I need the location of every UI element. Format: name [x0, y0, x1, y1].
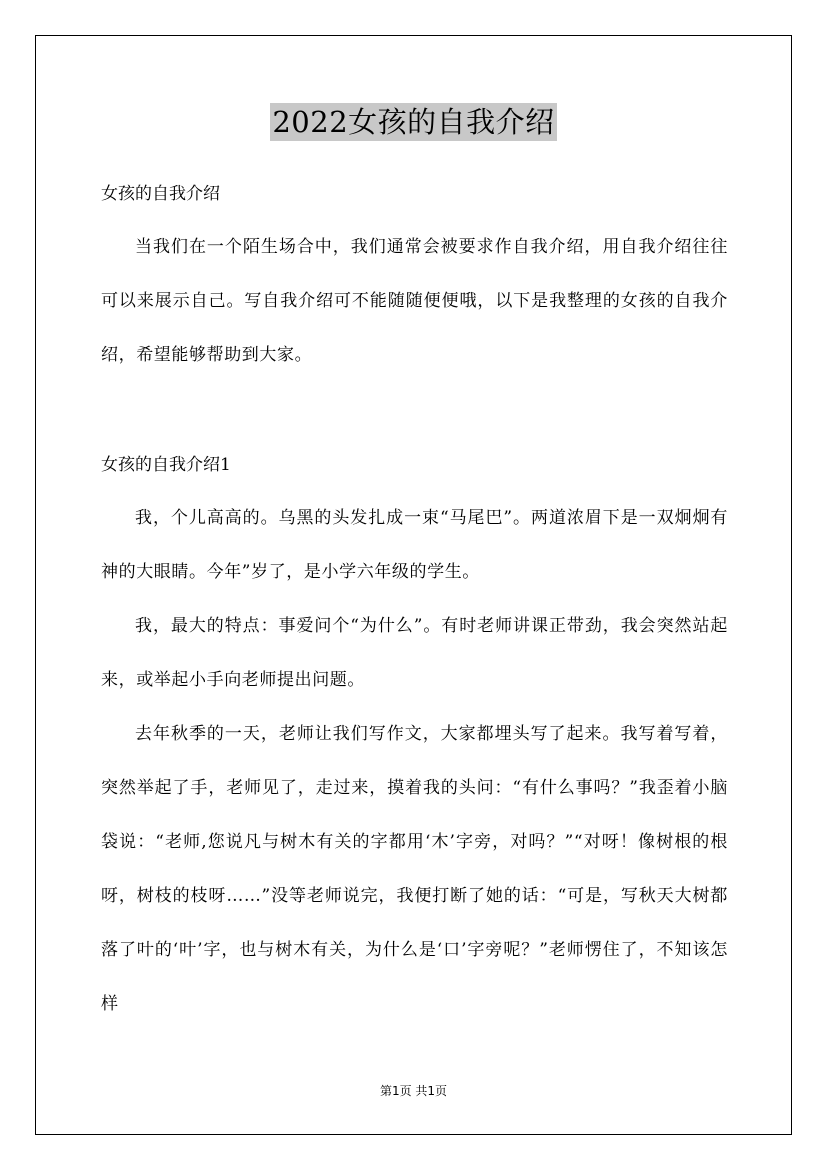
body-paragraph-3: 去年秋季的一天，老师让我们写作文，大家都埋头写了起来。我写着写着，突然举起了手，老师见了，走过来，摸着我的头问：“有什么事吗？”我歪着小脑袋说：“老师,您说凡与树木有关的字都用‘木’字旁，对吗？”“对呀！像树根的根呀，树枝的枝呀……”没等老师说完，我便打断了她的话：“可是，写秋天大树都落了叶的‘叶’字，也与树木有关，为什么是‘口’字旁呢？”老师愣住了，不知该怎样 [101, 724, 728, 1014]
section-heading: 女孩的自我介绍1 [101, 455, 231, 475]
document-title: 2022女孩的自我介绍 [272, 105, 555, 139]
body-paragraph-1: 我，个儿高高的。乌黑的头发扎成一束“马尾巴”。两道浓眉下是一双炯炯有神的大眼睛。今年”岁了，是小学六年级的学生。 [101, 508, 728, 582]
body-paragraph-2: 我，最大的特点：事爱问个“为什么”。有时老师讲课正带劲，我会突然站起来，或举起小手向老师提出问题。 [101, 616, 728, 690]
intro-paragraph: 当我们在一个陌生场合中，我们通常会被要求作自我介绍，用自我介绍往往可以来展示自己。写自我介绍可不能随随便便哦，以下是我整理的女孩的自我介绍，希望能够帮助到大家。 [101, 237, 728, 365]
page-footer: 第1页 共1页 [379, 1084, 448, 1098]
intro-section [101, 220, 728, 382]
subtitle: 女孩的自我介绍 [101, 184, 220, 204]
title-container [0, 103, 827, 141]
section-body [101, 491, 728, 1031]
